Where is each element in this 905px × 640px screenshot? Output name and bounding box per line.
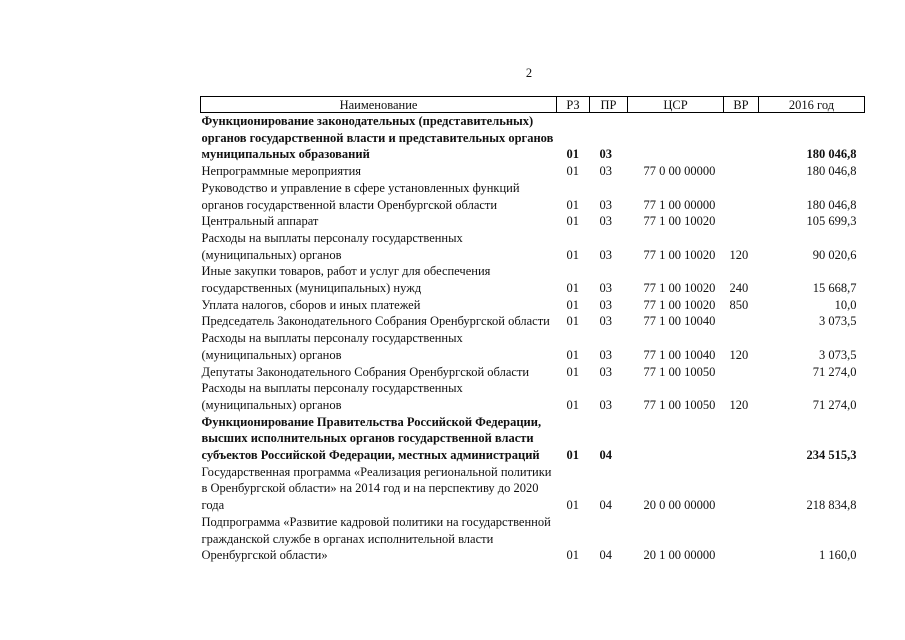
cell-rz: 01 [566, 347, 579, 362]
cell-vr [724, 163, 759, 180]
cell-sum: 218 834,8 [806, 498, 857, 513]
cell-pr: 03 [599, 281, 612, 296]
cell-name: Государственная программа «Реализация региональной политики в Оренбургской области» на 2014 год и на перспективу до 2020 года [201, 464, 552, 513]
page-number: 2 [525, 66, 533, 80]
cell-name: Председатель Законодательного Собрания Оренбургской области [201, 314, 550, 329]
cell-csr: 77 1 00 10040 [643, 347, 716, 362]
cell-rz: 01 [566, 448, 579, 463]
cell-sum: 180 046,8 [806, 164, 857, 179]
cell-pr: 03 [599, 297, 612, 312]
cell-csr: 77 1 00 10040 [643, 314, 716, 329]
cell-vr [724, 213, 759, 230]
table-row [201, 414, 865, 464]
cell-csr: 77 1 00 10050 [643, 364, 716, 379]
table-row [201, 464, 865, 514]
cell-csr: 77 1 00 10020 [643, 214, 716, 229]
cell-sum: 3 073,5 [819, 314, 857, 329]
table-row [201, 514, 865, 564]
cell-pr: 03 [599, 347, 612, 362]
cell-vr [724, 180, 759, 213]
cell-csr: 77 1 00 10020 [643, 247, 716, 262]
cell-pr: 03 [599, 197, 612, 212]
cell-rz: 01 [566, 214, 579, 229]
cell-csr: 77 1 00 10020 [643, 297, 716, 312]
cell-rz: 01 [566, 314, 579, 329]
cell-rz: 01 [566, 147, 579, 162]
cell-pr: 04 [599, 448, 612, 463]
table-row [201, 330, 865, 363]
cell-csr: 77 1 00 10050 [643, 397, 716, 412]
cell-name: Непрограммные мероприятия [201, 164, 362, 179]
cell-csr: 20 0 00 00000 [643, 498, 716, 513]
cell-pr: 04 [599, 548, 612, 563]
header-vr: ВР [724, 97, 759, 113]
table-row [201, 313, 865, 330]
cell-csr: 20 1 00 00000 [643, 548, 716, 563]
cell-rz: 01 [566, 197, 579, 212]
cell-name: Подпрограмма «Развитие кадровой политики на государственной гражданской службе в органах исполнительной власти Оренбургской области» [201, 514, 551, 563]
cell-sum: 90 020,6 [812, 247, 857, 262]
table-row [201, 297, 865, 314]
cell-vr [724, 414, 759, 464]
table-row [201, 163, 865, 180]
cell-sum: 10,0 [834, 297, 857, 312]
header-pr: ПР [590, 97, 628, 113]
cell-csr [628, 414, 724, 464]
cell-sum: 1 160,0 [819, 548, 857, 563]
cell-vr [724, 313, 759, 330]
cell-sum: 180 046,8 [806, 147, 857, 162]
cell-csr: 77 1 00 00000 [643, 197, 716, 212]
cell-name: Депутаты Законодательного Собрания Оренбургской области [201, 364, 530, 379]
table-row [201, 263, 865, 296]
cell-sum: 71 274,0 [812, 364, 857, 379]
cell-rz: 01 [566, 247, 579, 262]
header-name: Наименование [201, 97, 557, 113]
table-row [201, 230, 865, 263]
cell-vr [724, 464, 759, 514]
cell-vr [724, 364, 759, 381]
cell-csr [628, 113, 724, 164]
cell-name: Руководство и управление в сфере установленных функций органов государственной власти Оренбургской области [201, 180, 520, 212]
cell-rz: 01 [566, 164, 579, 179]
cell-pr: 04 [599, 498, 612, 513]
cell-pr: 03 [599, 247, 612, 262]
cell-vr: 120 [729, 347, 749, 362]
cell-csr: 77 0 00 00000 [643, 164, 716, 179]
cell-pr: 03 [599, 164, 612, 179]
header-csr: ЦСР [628, 97, 724, 113]
cell-csr: 77 1 00 10020 [643, 281, 716, 296]
cell-rz: 01 [566, 364, 579, 379]
cell-vr: 120 [729, 247, 749, 262]
cell-name: Функционирование Правительства Российской Федерации, высших исполнительных органов государственной власти субъектов Российской Федерации, местных администраций [201, 414, 542, 463]
cell-name: Функционирование законодательных (представительных) органов государственной власти и представительных органов муниципальных образований [201, 114, 554, 162]
cell-pr: 03 [599, 364, 612, 379]
cell-name: Расходы на выплаты персоналу государственных (муниципальных) органов [201, 331, 463, 362]
cell-rz: 01 [566, 498, 579, 513]
table-row [201, 213, 865, 230]
cell-name: Иные закупки товаров, работ и услуг для обеспечения государственных (муниципальных) нужд [201, 264, 491, 296]
header-sum: 2016 год [759, 97, 865, 113]
cell-pr: 03 [599, 214, 612, 229]
cell-name: Центральный аппарат [201, 214, 319, 229]
cell-name: Уплата налогов, сборов и иных платежей [201, 297, 421, 312]
table-row [201, 364, 865, 381]
table-row [201, 113, 865, 164]
header-rz: РЗ [557, 97, 590, 113]
cell-rz: 01 [566, 397, 579, 412]
cell-pr: 03 [599, 147, 612, 162]
cell-vr: 120 [729, 397, 749, 412]
cell-rz: 01 [566, 281, 579, 296]
cell-pr: 03 [599, 314, 612, 329]
cell-sum: 15 668,7 [812, 281, 857, 296]
cell-sum: 3 073,5 [819, 347, 857, 362]
table-row [201, 380, 865, 413]
cell-vr: 240 [729, 281, 749, 296]
cell-rz: 01 [566, 548, 579, 563]
cell-vr [724, 514, 759, 564]
cell-name: Расходы на выплаты персоналу государственных (муниципальных) органов [201, 381, 463, 412]
cell-name: Расходы на выплаты персоналу государственных (муниципальных) органов [201, 230, 463, 262]
cell-vr: 850 [729, 297, 749, 312]
cell-pr: 03 [599, 397, 612, 412]
table-row [201, 180, 865, 213]
cell-sum: 105 699,3 [806, 214, 857, 229]
cell-sum: 234 515,3 [806, 448, 857, 463]
cell-sum: 180 046,8 [806, 197, 857, 212]
table-header-row [201, 97, 865, 113]
cell-rz: 01 [566, 297, 579, 312]
cell-vr [724, 113, 759, 164]
cell-sum: 71 274,0 [812, 397, 857, 412]
budget-table [200, 96, 865, 564]
